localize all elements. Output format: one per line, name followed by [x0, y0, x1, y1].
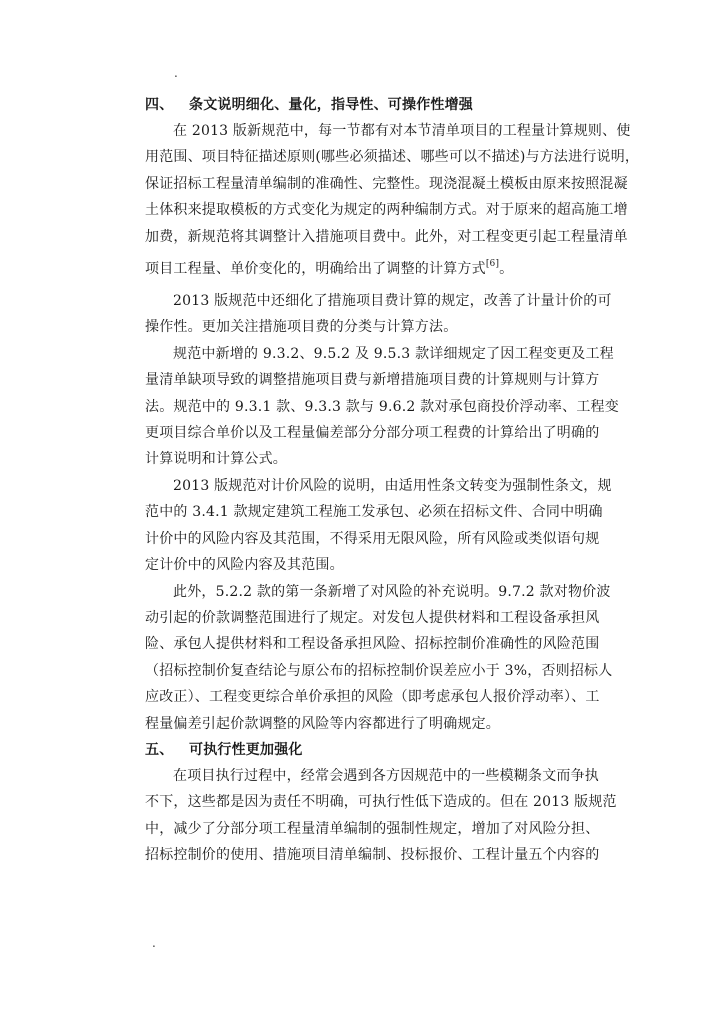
- text-line: 土体积来提取模板的方式变化为规定的两种编制方式。对于原来的超高施工增: [145, 202, 628, 219]
- text-line: 2013 版规范对计价风险的说明，由适用性条文转变为强制性条文，规: [173, 477, 612, 494]
- text-line: 保证招标工程量清单编制的准确性、完整性。现浇混凝土模板由原来按照混凝: [145, 175, 628, 192]
- text-line: 招标控制价的使用、措施项目清单编制、投标报价、工程计量五个内容的: [145, 847, 600, 864]
- paragraph-4-3: [145, 341, 619, 473]
- text-line: 2013 版规范中还细化了措施项目费计算的规定，改善了计量计价的可: [173, 293, 612, 310]
- section-title-5: 可执行性更加强化: [189, 741, 303, 758]
- text-line: 在项目执行过程中，经常会遇到各方因规范中的一些模糊条文而争执: [173, 767, 599, 784]
- page-mark-bottom: .: [152, 936, 156, 950]
- text-line: 加费，新规范将其调整计入措施项目费中。此外，对工程变更引起工程量清单: [145, 228, 628, 245]
- text-line: 规范中新增的 9.3.2、9.5.2 及 9.5.3 款详细规定了因工程变更及工程: [173, 345, 614, 362]
- text-line: 程量偏差引起价款调整的风险等内容都进行了明确规定。: [145, 715, 500, 732]
- section-number-5: 五、: [145, 741, 174, 758]
- section-number-4: 四、: [145, 97, 174, 113]
- section-heading-5: [145, 737, 615, 763]
- text-line: 不下，这些都是因为责任不明确，可执行性低下造成的。但在 2013 版规范: [145, 794, 617, 811]
- section-heading-4: [145, 92, 615, 118]
- paragraph-4-2: [145, 288, 615, 341]
- text-line: 操作性。更加关注措施项目费的分类与计算方法。: [145, 319, 458, 336]
- paragraph-4-5: [145, 579, 615, 737]
- text-line: [145, 250, 615, 288]
- text-line: 法。规范中的 9.3.1 款、9.3.3 款与 9.6.2 款对承包商投价浮动率、工程变: [145, 398, 619, 415]
- text-line: 在 2013 版新规范中，每一节都有对本节清单项目的工程量计算规则、使: [173, 123, 631, 139]
- paragraph-4-4: [145, 473, 615, 579]
- text-line: 动引起的价款调整范围进行了规定。对发包人提供材料和工程设备承担风: [145, 609, 600, 626]
- text-line: 定计价中的风险内容及其范围。: [145, 557, 344, 574]
- text-line: 计价中的风险内容及其范围，不得采用无限风险，所有风险或类似语句规: [145, 530, 600, 547]
- page-mark-top: .: [174, 66, 178, 80]
- document-page: [145, 92, 640, 869]
- text-fragment: 项目工程量、单价变化的，明确给出了调整的计算方式: [145, 261, 486, 278]
- citation-reference: [6]: [485, 259, 500, 270]
- text-line: （招标控制价复查结论与原公布的招标控制价误差应小于 3%，否则招标人: [145, 662, 613, 679]
- text-line: 中，减少了分部分项工程量清单编制的强制性规定，增加了对风险分担、: [145, 820, 600, 837]
- text-line: 量清单缺项导致的调整措施项目费与新增措施项目费的计算规则与计算方: [145, 372, 600, 389]
- paragraph-5-1: [145, 763, 615, 869]
- text-line: 用范围、项目特征描述原则(哪些必须描述、哪些可以不描述)与方法进行说明，: [145, 149, 640, 166]
- paragraph-4-1: [145, 118, 640, 288]
- text-line: 计算说明和计算公式。: [145, 451, 287, 468]
- text-line: 此外，5.2.2 款的第一条新增了对风险的补充说明。9.7.2 款对物价波: [173, 583, 611, 600]
- text-line: 应改正）、工程变更综合单价承担的风险（即考虑承包人报价浮动率）、工: [145, 689, 600, 706]
- text-line: 更项目综合单价以及工程量偏差部分分部分项工程费的计算给出了明确的: [145, 425, 600, 442]
- text-line: 险、承包人提供材料和工程设备承担风险、招标控制价准确性的风险范围: [145, 636, 600, 653]
- text-line: 范中的 3.4.1 款规定建筑工程施工发承包、必须在招标文件、合同中明确: [145, 504, 603, 521]
- text-fragment: 。: [499, 261, 514, 278]
- section-title-4: 条文说明细化、量化，指导性、可操作性增强: [189, 97, 473, 113]
